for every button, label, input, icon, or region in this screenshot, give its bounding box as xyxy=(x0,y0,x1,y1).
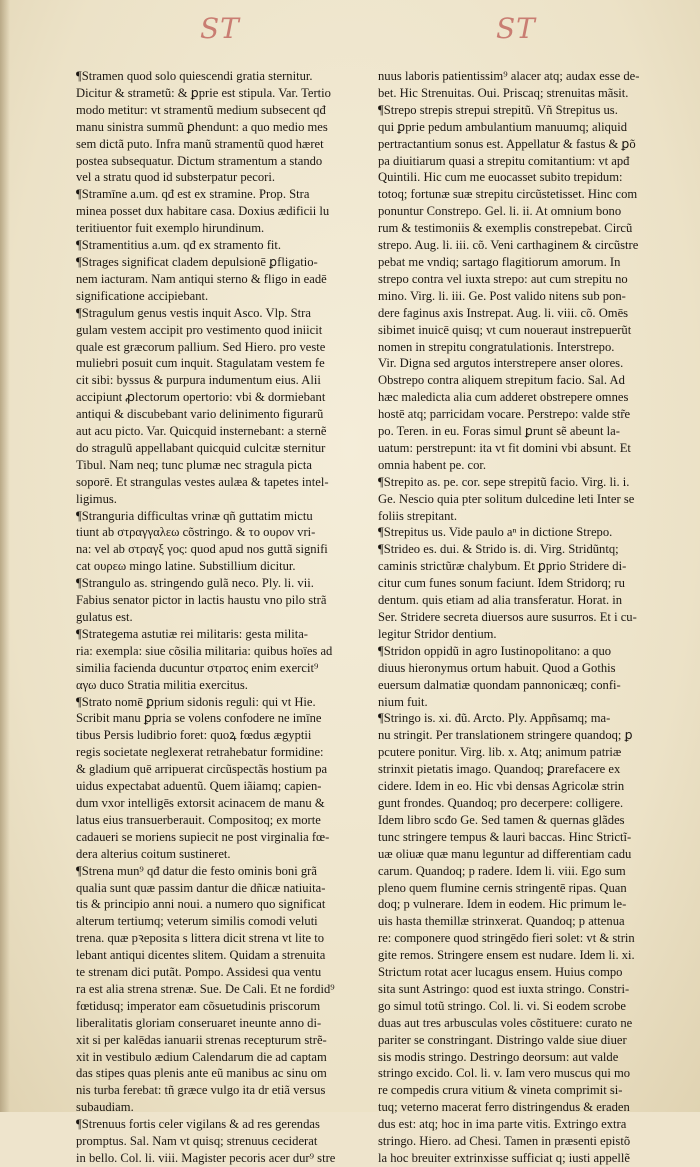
text-line-content: modo metitur: vt stramentũ medium subsecent qđ xyxy=(76,102,326,117)
text-line xyxy=(378,254,678,271)
text-line-content: go simul totũ stringo. Col. li. vi. Si eodem scrobe xyxy=(378,998,627,1013)
text-line-content: ¶Strenuus fortis celer vigilans & ad res gerendas xyxy=(76,1117,320,1132)
text-line-content: tiunt ab στραγγαλεω cõstringo. & το ουρον vri- xyxy=(76,525,316,540)
text-line-content: pebat me vndiq; sartago flagitiorum amorum. In xyxy=(378,254,621,269)
text-line xyxy=(378,1116,678,1133)
text-line xyxy=(378,1082,678,1099)
text-line xyxy=(378,1099,678,1116)
text-line xyxy=(76,1049,368,1066)
text-line-content: strepo. Aug. li. iii. cõ. Veni carthaginem & circũstre xyxy=(378,238,639,253)
text-line-content: muliebri posuit cum inquit. Stagulatam vestem fe xyxy=(76,356,325,371)
text-line xyxy=(76,575,368,592)
text-line xyxy=(76,153,368,170)
text-line xyxy=(378,913,678,930)
text-line-content: dus est: atq; hoc in ima parte vitis. Extringo extra xyxy=(378,1117,627,1132)
text-line xyxy=(378,220,678,237)
text-line-content: po. Teren. in eu. Foras simul ꝑrunt sẽ abeunt la- xyxy=(378,424,620,439)
text-line-content: cadaueri se moriens supiecit ne post virginalia fœ- xyxy=(76,829,330,844)
text-line-content: & gladium quē arripuerat circũspectãs hostium pa xyxy=(76,762,328,777)
text-line xyxy=(76,592,368,609)
text-line xyxy=(76,1116,368,1133)
text-line-content: qui ꝑprie pedum ambulantium manuumq; aliquid xyxy=(378,119,627,134)
text-line-content: ¶Stramentitius a.um. qđ ex stramento fit. xyxy=(76,238,282,253)
text-line xyxy=(378,169,678,186)
text-line-content: manu sinistra summũ ꝑhendunt: a quo medio mes xyxy=(76,119,328,134)
text-line xyxy=(76,355,368,372)
text-line xyxy=(378,372,678,389)
text-line-content: in bello. Col. li. viii. Magister pecoris acer dur⁹ stre xyxy=(76,1151,336,1165)
text-line-content: tuq; veterno macerat ferro distringendus & eraden xyxy=(378,1100,630,1115)
text-line-content: pa diuitiarum quasi a strepitu comitantium: vt apđ xyxy=(378,153,630,168)
text-line xyxy=(378,85,678,102)
text-line xyxy=(76,254,368,271)
page-mark-left: ST xyxy=(200,12,240,45)
text-line xyxy=(76,440,368,457)
text-line xyxy=(378,474,678,491)
text-line xyxy=(378,322,678,339)
text-line-content: na: vel ab στραγξ γος: quod apud nos guttã signifi xyxy=(76,542,328,557)
text-line-content: Tibul. Nam neq; tunc plumæ nec stragula picta xyxy=(76,457,312,472)
text-line-content: caminis strictũræ chalybum. Et ꝑprio Stridere di- xyxy=(378,559,627,574)
text-line-content: accipiunt ꝓlectorum opertorio: vbi & dormiebant xyxy=(76,390,326,405)
text-line xyxy=(378,795,678,812)
text-line xyxy=(76,829,368,846)
text-line-content: ¶Stringo is. xi. đũ. Arcto. Ply. Appñsamq; ma- xyxy=(378,711,611,726)
text-line-content: nis turba ferebat: tñ græce vulgo ita dr etiã versus xyxy=(76,1083,326,1098)
text-line xyxy=(76,305,368,322)
text-line xyxy=(76,136,368,153)
text-line-content: uæ oliuæ quæ manu leguntur ad differentiam cadu xyxy=(378,846,632,861)
text-line xyxy=(76,930,368,947)
text-line xyxy=(76,119,368,136)
text-line-content: gulam vestem accipit pro vestimento quod iniicit xyxy=(76,322,323,337)
text-line-content: uidus expectabat aduentũ. Quem iãiamq; capien- xyxy=(76,779,322,794)
text-line-content: xit si per kalēdas ianuarii strenas recepturum strẽ- xyxy=(76,1032,327,1047)
text-line xyxy=(378,660,678,677)
text-line-content: nem iacturam. Nam antiqui sterno & fligo in eadē xyxy=(76,271,327,286)
text-line-content: ¶Strena mun⁹ qđ datur die festo ominis boni grã xyxy=(76,863,317,878)
text-line-content: fœtidusq; imperator eam cõsuetudinis priscorum xyxy=(76,998,321,1013)
text-line-content: uatum: perstrepunt: ita vt fit domini vbi absunt. Et xyxy=(378,440,631,455)
text-line xyxy=(378,896,678,913)
text-line xyxy=(76,423,368,440)
text-line xyxy=(76,744,368,761)
text-line xyxy=(76,761,368,778)
text-line-content: pleno quem flumine cernis stringentē ripas. Quan xyxy=(378,880,627,895)
text-line xyxy=(378,998,678,1015)
text-line xyxy=(378,406,678,423)
text-line-content: sibimet inuicē quisq; vt cum noueraut instrepuerũt xyxy=(378,322,632,337)
text-line xyxy=(76,389,368,406)
text-line xyxy=(378,203,678,220)
text-line xyxy=(378,102,678,119)
text-line-content: gulatus est. xyxy=(76,610,133,624)
text-line xyxy=(76,812,368,829)
text-line-content: citur cum funes sonum faciunt. Idem Stridorq; ru xyxy=(378,576,625,591)
text-line-content: Dicitur & strametũ: & ꝑprie est stipula. Var. Tertio xyxy=(76,85,331,100)
text-line-content: Vir. Digna sed argutos interstrepere anser olores. xyxy=(378,356,624,371)
text-line xyxy=(378,930,678,947)
text-line-content: similia facienda ducuntur στρατος enim exercit⁹ xyxy=(76,660,319,675)
text-line xyxy=(378,288,678,305)
text-line-content: stringo excido. Col. li. v. Iam vero muscus qui mo xyxy=(378,1066,631,1081)
text-line xyxy=(76,68,368,85)
text-line xyxy=(378,592,678,609)
text-line xyxy=(378,947,678,964)
text-line-content: postea subsequatur. Dictum stramentum a stando xyxy=(76,153,323,168)
text-line-content: ¶Strages significat cladem depulsionē ꝑfligatio- xyxy=(76,254,318,269)
text-line xyxy=(76,846,368,863)
text-line-content: pcutere ponitur. Virg. lib. x. Atq; animum patriæ xyxy=(378,745,622,760)
text-line xyxy=(378,1150,678,1167)
text-line-content: foliis strepitant. xyxy=(378,508,458,523)
text-line-content: ¶Strepo strepis strepui strepitũ. Vñ Strepitus us. xyxy=(378,102,618,117)
text-line-content: xit in vestibulo ædium Calendarum die ad captam xyxy=(76,1049,327,1064)
text-line xyxy=(76,896,368,913)
text-line xyxy=(76,643,368,660)
text-line xyxy=(76,1015,368,1032)
text-line-content: soporē. Et strangulas vestes aulæa & tapetes intel- xyxy=(76,474,329,489)
text-line xyxy=(76,710,368,727)
text-line-content: cit sibi: byssus & purpura indumentum eius. Alii xyxy=(76,373,321,388)
text-line-content: sita sunt Astringo: quod est iuxta stringo. Constri- xyxy=(378,981,630,996)
text-line-content: dentum. quis etiam ad alia transferatur. Horat. in xyxy=(378,593,623,608)
text-line xyxy=(76,474,368,491)
text-line-content: significatione accipiebant. xyxy=(76,288,209,303)
text-line-content: ¶Stramīne a.um. qđ est ex stramine. Prop. Stra xyxy=(76,187,310,202)
text-line xyxy=(378,508,678,525)
text-line-content: ¶Stragulum genus vestis inquit Asco. Vlp. Stra xyxy=(76,305,311,320)
text-line-content: la hoc breuiter extrinxisse sufficiat q; iusti appellẽ xyxy=(378,1151,630,1165)
text-line xyxy=(76,102,368,119)
text-line-content: Strictum rotat acer lucagus ensem. Huius compo xyxy=(378,965,623,980)
text-line-content: das stipes quas plenis ante eũ manibus ac sinu om xyxy=(76,1066,327,1081)
text-line-content: ¶Stramen quod solo quiescendi gratia sternitur. xyxy=(76,69,313,83)
text-line xyxy=(378,1032,678,1049)
text-line-content: strepo contra vel iuxta strepo: aut cum strepitu no xyxy=(378,271,628,286)
text-line xyxy=(378,389,678,406)
text-line xyxy=(378,1049,678,1066)
text-line-content: euersum dalmatiæ quondam pannonicæq; confi- xyxy=(378,677,621,692)
text-line xyxy=(76,1065,368,1082)
text-line xyxy=(76,981,368,998)
text-line-content: ¶Strideo es. dui. & Strido is. di. Virg. Stridũntq; xyxy=(378,542,619,557)
text-line-content: legitur Stridor dentium. xyxy=(378,626,497,641)
text-line-content: qualia sunt quæ passim dantur die dñicæ natiuita- xyxy=(76,880,326,895)
text-line-content: gite remos. Stringere ensem est nudare. Idem li. xi. xyxy=(378,948,635,963)
text-line xyxy=(378,761,678,778)
text-line-content: ¶Strategema astutiæ rei militaris: gesta milita- xyxy=(76,626,308,641)
text-line-content: alterum tertiumq; veterum similis comodi veluti xyxy=(76,914,318,929)
text-line-content: ¶Strepitus us. Vide paulo aⁿ in dictione Strepo. xyxy=(378,525,613,540)
text-line-content: minea posset dux habitare casa. Doxius ædificii lu xyxy=(76,204,330,219)
text-line xyxy=(76,660,368,677)
text-line xyxy=(76,508,368,525)
text-line xyxy=(378,440,678,457)
text-line xyxy=(76,863,368,880)
text-line-content: liberalitatis gloriam conseruaret ineunte anno di- xyxy=(76,1015,322,1030)
text-line-content: Ser. Stridere secreta diuersos aure susurros. Et i cu- xyxy=(378,610,637,624)
text-line-content: cidere. Idem in eo. Hic vbi densas Agricolæ strin xyxy=(378,779,625,794)
text-line-content: pariter se constringant. Distringo valde siue diuer xyxy=(378,1032,627,1047)
text-line xyxy=(378,694,678,711)
text-line-content: ¶Strangulo as. stringendo gulã neco. Ply. li. vii. xyxy=(76,576,314,591)
text-line-content: carum. Quandoq; p radere. Idem li. viii. Ego sum xyxy=(378,863,626,878)
text-line-content: nium fuit. xyxy=(378,694,428,709)
text-line xyxy=(76,220,368,237)
text-column-left xyxy=(76,68,368,1165)
text-line-content: nu stringit. Per translationem stringere quandoq; ꝑ xyxy=(378,728,633,743)
text-line-content: antiqui & discubebant vario delinimento figurarũ xyxy=(76,407,324,422)
text-line-content: Obstrepo contra aliquem strepitum facio. Sal. Ad xyxy=(378,373,625,388)
text-line xyxy=(76,85,368,102)
text-line-content: sis modis stringo. Destringo deorsum: aut valde xyxy=(378,1049,619,1064)
text-line-content: ponuntur Constrepo. Gel. li. ii. At omnium bono xyxy=(378,204,622,219)
text-line xyxy=(76,237,368,254)
text-line-content: totoq; fortunæ suæ strepitu circũstetisset. Hinc com xyxy=(378,187,638,202)
text-line-content: tunc stringere tempus & lauri baccas. Hinc Strictĩ- xyxy=(378,829,632,844)
text-line-content: quale est græcorum pallium. Sed Hiero. pro veste xyxy=(76,339,326,354)
text-line-content: vel a stratu quod id substerpatur pecori. xyxy=(76,170,275,185)
text-line xyxy=(76,913,368,930)
text-line xyxy=(378,136,678,153)
text-line-content: tis & principio anni noui. a numero quo significat xyxy=(76,897,326,912)
text-column-right xyxy=(378,68,678,1165)
text-line xyxy=(76,727,368,744)
text-line xyxy=(378,1133,678,1150)
text-line-content: Idem libro scđo Ge. Sed tamen & quernas glãdes xyxy=(378,812,625,827)
text-line-content: mino. Virg. li. iii. Ge. Post valido nitens sub pon- xyxy=(378,288,626,303)
text-line-content: aut acu picto. Var. Quicquid insternebant: a sternẽ xyxy=(76,424,327,439)
text-line-content: ligimus. xyxy=(76,491,117,506)
text-line-content: do stragulũ appellabant quicquid culcitæ sternitur xyxy=(76,440,326,455)
text-line xyxy=(76,491,368,508)
text-line xyxy=(378,846,678,863)
text-line xyxy=(378,305,678,322)
text-line xyxy=(378,863,678,880)
text-line-content: duas aut tres arbusculas voles cõstituere: curato ne xyxy=(378,1015,633,1030)
text-line xyxy=(76,558,368,575)
text-line-content: re: componere quod stringēdo fieri solet: vt & strin xyxy=(378,931,635,946)
text-line xyxy=(378,558,678,575)
text-line-content: uis hasta themillæ strinxerat. Quandoq; p attenua xyxy=(378,914,625,929)
text-line xyxy=(76,186,368,203)
text-line xyxy=(378,119,678,136)
text-line xyxy=(76,694,368,711)
text-line-content: teritiuentor fuit exemplo hirundinum. xyxy=(76,221,265,236)
text-line xyxy=(378,237,678,254)
text-line-content: stringo. Hiero. ad Chesi. Tamen in præsenti epistõ xyxy=(378,1134,631,1149)
text-line xyxy=(378,1065,678,1082)
text-line xyxy=(76,541,368,558)
text-line xyxy=(378,1015,678,1032)
text-line-content: ria: exempla: siue cõsilia militaria: quibus hoïes ad xyxy=(76,643,333,658)
text-line xyxy=(76,677,368,694)
text-line xyxy=(378,541,678,558)
text-line xyxy=(378,575,678,592)
text-line-content: cat ουρεω mingo latine. Substillium dicitur. xyxy=(76,559,296,574)
text-line xyxy=(76,626,368,643)
text-line-content: doq; p vulnerare. Idem in eodem. Hic primum le- xyxy=(378,897,627,912)
text-line-content: sem dictã puto. Infra manũ stramentũ quod hæret xyxy=(76,136,324,151)
text-line xyxy=(378,68,678,85)
text-line xyxy=(76,880,368,897)
text-line xyxy=(378,339,678,356)
text-line-content: hostē atq; parricidam vocare. Perstrepo: valde str̃e xyxy=(378,407,631,422)
text-line xyxy=(378,964,678,981)
text-line-content: gunt frondes. Quandoq; pro decerpere: colligere. xyxy=(378,795,624,810)
text-line-content: Ge. Nescio quia pter solitum dulcedine leti Inter se xyxy=(378,491,635,506)
text-line-content: nomen in strepitu congratulationis. Interstrepo. xyxy=(378,339,615,354)
text-line xyxy=(378,355,678,372)
text-line xyxy=(378,677,678,694)
text-line xyxy=(76,1082,368,1099)
page-mark-right: ST xyxy=(496,12,536,45)
text-line-content: ¶Stridon oppidũ in agro Iustinopolitano: a quo xyxy=(378,643,612,658)
text-line xyxy=(378,710,678,727)
text-line-content: te strenam dici putãt. Pompo. Assidesi qua ventu xyxy=(76,965,322,980)
text-line xyxy=(378,981,678,998)
text-line xyxy=(76,372,368,389)
text-line-content: ¶Stranguria difficultas vrinæ qñ guttatim mictu xyxy=(76,508,313,523)
text-line-content: tibus Persis ludibrio foret: quoꝝ fœdus ægyptii xyxy=(76,728,312,743)
text-line xyxy=(378,423,678,440)
text-line xyxy=(76,795,368,812)
text-line-content: Scribit manu ꝑpria se volens confodere ne imīne xyxy=(76,711,322,726)
text-line-content: bet. Hic Strenuitas. Oui. Priscaq; strenuitas mãsit. xyxy=(378,85,629,100)
text-line xyxy=(76,1099,368,1116)
text-line-content: Fabius senator pictor in lactis haustu vno pilo strã xyxy=(76,593,327,608)
text-line xyxy=(76,271,368,288)
text-line xyxy=(76,169,368,186)
text-line-content: ¶Strato nomē ꝑprium sidonis reguli: qui vt Hie. xyxy=(76,694,316,709)
text-line xyxy=(76,947,368,964)
text-line-content: ¶Strepito as. pe. cor. sepe strepitũ facio. Virg. li. i. xyxy=(378,474,630,489)
text-line xyxy=(76,288,368,305)
text-line xyxy=(76,1133,368,1150)
text-line xyxy=(76,1150,368,1167)
text-line xyxy=(378,744,678,761)
text-line-content: strinxit pietatis imago. Quandoq; ꝑrarefacere ex xyxy=(378,762,621,777)
text-line-content: dum vxor intelligēs extorsit acinacem de manu & xyxy=(76,795,325,810)
text-line-content: dere faginus axis Instrepat. Aug. li. viii. cõ. Omēs xyxy=(378,305,629,320)
text-line xyxy=(378,491,678,508)
text-line xyxy=(76,406,368,423)
text-line-content: lebant antiqui dicentes slitem. Quidam a strenuita xyxy=(76,948,326,963)
text-line xyxy=(378,643,678,660)
text-line-content: dera alterius coitum sustineret. xyxy=(76,846,231,861)
text-line xyxy=(76,203,368,220)
text-line-content: ra est alia strena strenæ. Sue. De Cali. Et ne fordid⁹ xyxy=(76,981,335,996)
text-line xyxy=(76,1032,368,1049)
text-line-content: pertractantium sonus est. Appellatur & fastus & ꝑõ xyxy=(378,136,636,151)
text-line xyxy=(76,457,368,474)
text-line xyxy=(378,457,678,474)
text-line xyxy=(76,609,368,626)
text-line xyxy=(378,727,678,744)
text-line xyxy=(378,271,678,288)
text-line-content: trena. quæ pꝛeposita s littera dicit strena vt lite to xyxy=(76,931,324,946)
text-line-content: diuus hieronymus ortum habuit. Quod a Gothis xyxy=(378,660,616,675)
text-line-content: latus eius transuerberauit. Compositoq; ex morte xyxy=(76,812,321,827)
text-line-content: regis societate neglexerat retrahebatur formidine: xyxy=(76,745,324,760)
text-line-content: nuus laboris patientissim⁹ alacer atq; audax esse de- xyxy=(378,69,640,83)
text-line-content: promptus. Sal. Nam vt quisq; strenuus ceciderat xyxy=(76,1134,318,1149)
text-line xyxy=(76,524,368,541)
text-line xyxy=(378,812,678,829)
text-line xyxy=(378,186,678,203)
text-line-content: αγω duco Stratia militia exercitus. xyxy=(76,677,248,692)
text-line xyxy=(76,998,368,1015)
text-line-content: omnia habent pe. cor. xyxy=(378,457,487,472)
text-line-content: hæc maledicta alia cum adderet obstrepere omnes xyxy=(378,390,629,405)
text-line xyxy=(378,778,678,795)
text-line xyxy=(378,609,678,626)
text-line xyxy=(378,524,678,541)
text-line xyxy=(378,153,678,170)
text-line-content: subaudiam. xyxy=(76,1100,134,1115)
text-line-content: rum & testimoniis & exemplis constrepebat. Circũ xyxy=(378,221,633,236)
text-line xyxy=(76,322,368,339)
text-line xyxy=(76,964,368,981)
text-line-content: Quintili. Hic cum me euocasset subito trepidum: xyxy=(378,170,623,185)
text-line xyxy=(378,829,678,846)
text-line xyxy=(378,880,678,897)
text-line xyxy=(378,626,678,643)
text-line xyxy=(76,339,368,356)
text-line xyxy=(76,778,368,795)
text-line-content: re compedis crura vitium & vineta comprimit si- xyxy=(378,1083,623,1098)
